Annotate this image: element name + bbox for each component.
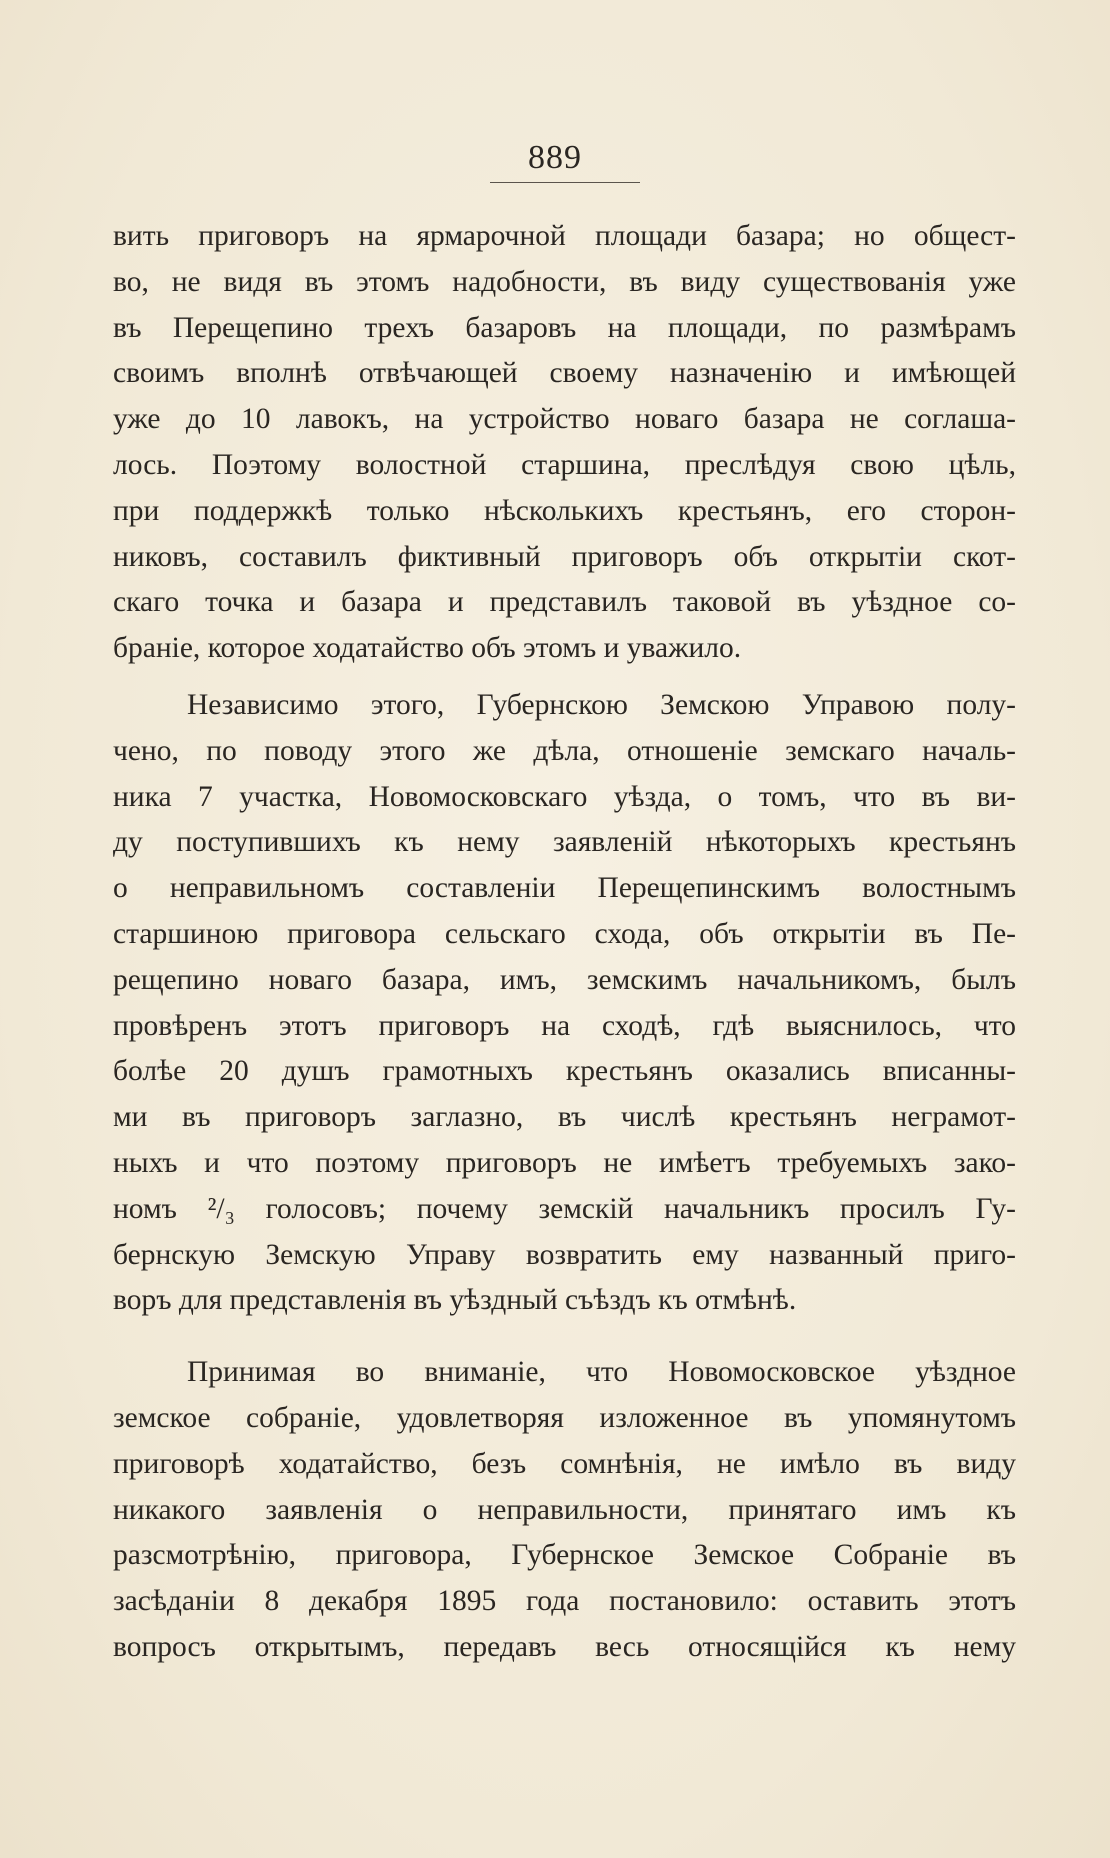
text-line: приговорѣ ходатайство, безъ сомнѣнія, не имѣло въ виду — [113, 1447, 1016, 1480]
text-line: воръ для представленія въ уѣздный съѣздъ къ отмѣнѣ. — [113, 1284, 797, 1317]
text-line: Принимая во вниманіе, что Новомосковское уѣздное — [187, 1356, 1016, 1389]
text-line: своимъ вполнѣ отвѣчающей своему назначенію и имѣющей — [113, 357, 1016, 390]
text-line: старшиною приговора сельскаго схода, объ открытіи въ Пе- — [113, 917, 1016, 950]
text-line: вопросъ открытымъ, передавъ весь относящійся къ нему — [113, 1630, 1016, 1663]
paragraph-3 — [113, 1350, 1016, 1671]
paragraph-1 — [113, 214, 1016, 672]
paragraph-2 — [113, 683, 1016, 1324]
text-line: рещепино новаго базара, имъ, земскимъ начальникомъ, былъ — [113, 963, 1016, 996]
text-line: никакого заявленія о неправильности, принятаго имъ къ — [113, 1493, 1016, 1526]
text-line: болѣе 20 душъ грамотныхъ крестьянъ оказались вписанны- — [113, 1055, 1016, 1088]
text-line: чено, по поводу этого же дѣла, отношеніе земскаго началь- — [113, 734, 1016, 767]
text-line: о неправильномъ составленіи Перещепинскимъ волостнымъ — [113, 872, 1016, 905]
text-line: бернскую Земскую Управу возвратить ему названный приго- — [113, 1238, 1016, 1271]
paragraph-gap — [113, 672, 1016, 683]
text-line: разсмотрѣнію, приговора, Губернское Земское Собраніе въ — [113, 1539, 1016, 1572]
text-line: земское собраніе, удовлетворяя изложенное въ упомянутомъ — [113, 1401, 1016, 1434]
page-number: 889 — [528, 139, 582, 176]
text-line: ника 7 участка, Новомосковскаго уѣзда, о томъ, что въ ви- — [113, 780, 1016, 813]
text-line: при поддержкѣ только нѣсколькихъ крестьянъ, его сторон- — [113, 494, 1016, 527]
text-line: ми въ приговоръ заглазно, въ числѣ крестьянъ неграмот- — [113, 1101, 1016, 1134]
text-line: Независимо этого, Губернскою Земскою Управою полу- — [187, 688, 1016, 721]
text-line: браніе, которое ходатайство объ этомъ и уважило. — [113, 632, 742, 665]
body-text — [113, 214, 1016, 1671]
text-line: ду поступившихъ къ нему заявленій нѣкоторыхъ крестьянъ — [113, 826, 1016, 859]
text-line: въ Перещепино трехъ базаровъ на площади, по размѣрамъ — [113, 311, 1016, 344]
text-line: ныхъ и что поэтому приговоръ не имѣетъ требуемыхъ зако- — [113, 1146, 1016, 1179]
text-line: во, не видя въ этомъ надобности, въ виду существованія уже — [113, 265, 1016, 298]
text-line: уже до 10 лавокъ, на устройство новаго базара не соглаша- — [113, 403, 1016, 436]
text-line: скаго точка и базара и представилъ таковой въ уѣздное со- — [113, 586, 1016, 619]
paragraph-gap — [113, 1324, 1016, 1350]
text-line: номъ ²/₃ голосовъ; почему земскій начальникъ просилъ Гу- — [113, 1192, 1016, 1225]
page-number-rule — [490, 182, 640, 183]
text-line: провѣренъ этотъ приговоръ на сходѣ, гдѣ выяснилось, что — [113, 1009, 1016, 1042]
text-line: засѣданіи 8 декабря 1895 года постановило: оставить этотъ — [113, 1585, 1016, 1618]
text-line: никовъ, составилъ фиктивный приговоръ объ открытіи скот- — [113, 540, 1016, 573]
text-line: лось. Поэтому волостной старшина, преслѣдуя свою цѣль, — [113, 448, 1016, 481]
text-line: вить приговоръ на ярмарочной площади базара; но общест- — [113, 220, 1016, 252]
